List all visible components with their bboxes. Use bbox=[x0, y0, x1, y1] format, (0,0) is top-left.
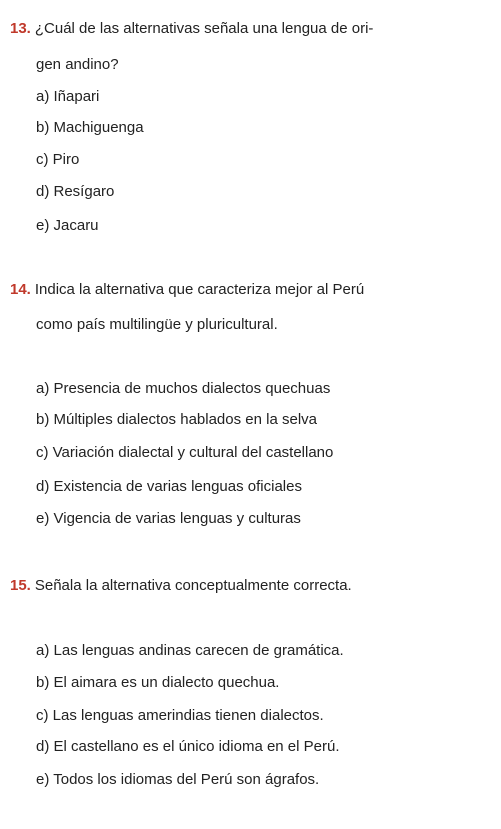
question-15-option-c: c) Las lenguas amerindias tienen dialectos. bbox=[36, 707, 324, 724]
question-13-stem-line2: gen andino? bbox=[36, 56, 119, 73]
question-14-option-d: d) Existencia de varias lenguas oficiales bbox=[36, 478, 302, 495]
question-14-option-a: a) Presencia de muchos dialectos quechuas bbox=[36, 380, 331, 397]
question-13-stem-text: ¿Cuál de las alternativas señala una lengua de ori- bbox=[34, 20, 374, 37]
question-13-option-b: b) Machiguenga bbox=[36, 119, 144, 136]
question-14-stem-line1 bbox=[10, 281, 364, 299]
question-13-option-c: c) Piro bbox=[36, 151, 80, 168]
question-14-stem-text: Indica la alternativa que caracteriza mejor al Perú bbox=[34, 281, 365, 298]
question-14-option-e: e) Vigencia de varias lenguas y culturas bbox=[36, 510, 301, 527]
question-13-stem-line1 bbox=[10, 20, 373, 38]
question-14-stem-line2: como país multilingüe y pluricultural. bbox=[36, 316, 278, 333]
question-14-option-c: c) Variación dialectal y cultural del castellano bbox=[36, 444, 334, 461]
question-15-option-a: a) Las lenguas andinas carecen de gramática. bbox=[36, 642, 344, 659]
question-13-option-d: d) Resígaro bbox=[36, 183, 115, 200]
question-15-stem-text: Señala la alternativa conceptualmente correcta. bbox=[34, 577, 352, 594]
question-14-option-b: b) Múltiples dialectos hablados en la selva bbox=[36, 411, 317, 428]
question-13-option-e: e) Jacaru bbox=[36, 217, 99, 234]
question-15-option-b: b) El aimara es un dialecto quechua. bbox=[36, 674, 280, 691]
question-13-option-a: a) Iñapari bbox=[36, 88, 100, 105]
question-15-stem-line1 bbox=[10, 577, 352, 595]
question-14-number: 14. bbox=[10, 281, 31, 298]
question-15-number: 15. bbox=[10, 577, 31, 594]
question-13-number: 13. bbox=[10, 20, 31, 37]
question-15-option-d: d) El castellano es el único idioma en el Perú. bbox=[36, 738, 340, 755]
question-15-option-e: e) Todos los idiomas del Perú son ágrafos. bbox=[36, 771, 320, 788]
